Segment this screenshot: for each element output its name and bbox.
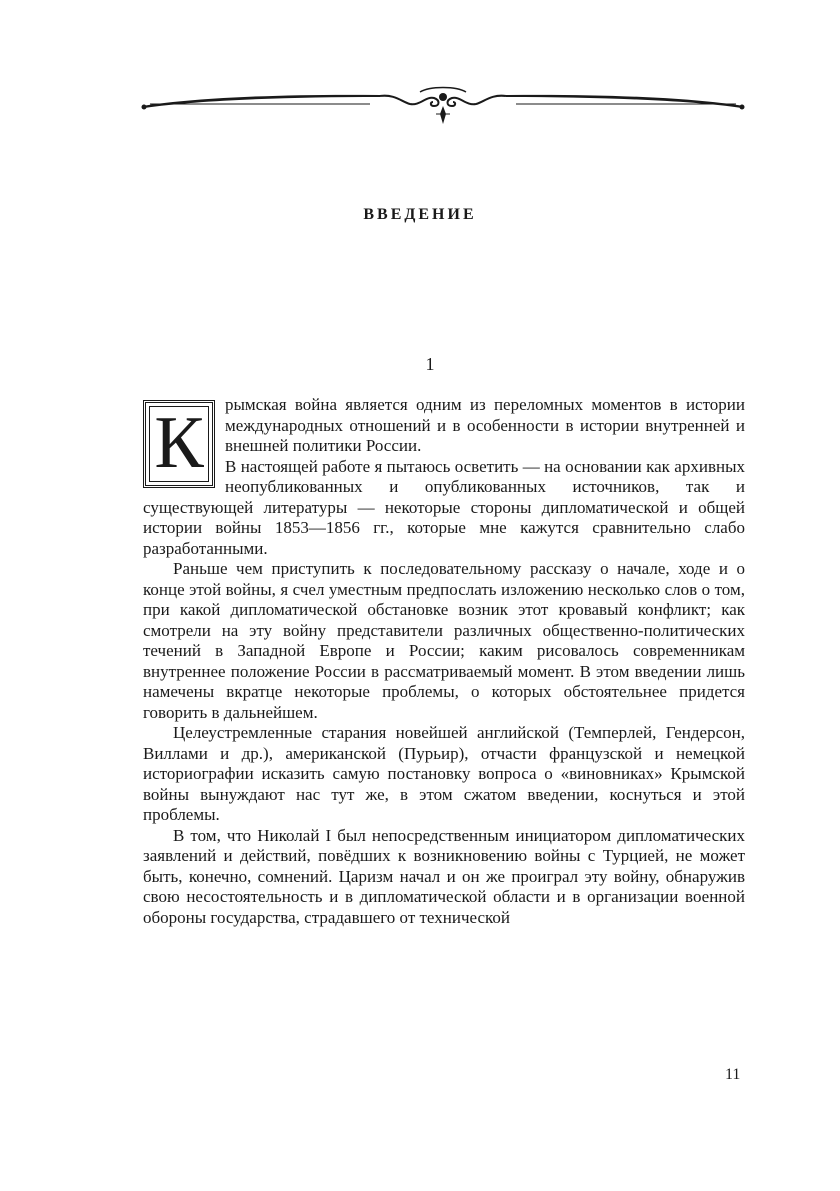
paragraph: В том, что Николай I был непосредственным инициатором дипломатических заявлений и действий, повёдших к возникновению войны с Турцией, не может быть, конечно, сомнений. Царизм начал и он же проиграл эту войну, обнаружив свою несостоятельность и в дипломатической области и в организации военной обороны государства, страдавшего от технической [143,825,745,927]
paragraph: В настоящей работе я пытаюсь осветить — на основании как архивных неопубликованных и опубликованных источников, так и существующей литературы — некоторые стороны дипломатической и общей истории войны 1853—1856 гг., которые мне кажутся сравнительно слабо разработанными. [143,456,745,558]
header-ornament-icon [140,84,746,130]
dropcap-frame [143,400,215,488]
section-number: 1 [425,354,435,374]
paragraph: Раньше чем приступить к последовательному рассказу о начале, ходе и о конце этой войны, я счел уместным предпослать изложению несколько слов о том, при какой дипломатической обстановке возник этот кровавый конфликт; как смотрели на эту войну представители различных общественно-политических течений в Западной Европе и России; каким рисовалось современникам внутреннее положение России в рассматриваемый момент. В этом введении лишь намечены вкратце некоторые проблемы, о которых обстоятельнее придется говорить в дальнейшем. [143,559,745,722]
dropcap-letter: К [154,402,204,484]
body-text [143,395,745,928]
paragraph: Целеустремленные старания новейшей английской (Темперлей, Гендерсон, Виллами и др.), американской (Пурьир), отчасти французской и немецкой историографии исказить самую постановку вопроса о «виновниках» Крымской войны вынуждают нас тут же, в этом сжатом введении, коснуться и этой проблемы. [143,723,745,824]
paragraph: рымская война является одним из переломных моментов в истории международных отношений и в особенности в истории внутренней и внешней политики России. [225,395,745,455]
chapter-title: ВВЕДЕНИЕ [363,206,477,223]
page-number: 11 [725,1066,741,1083]
